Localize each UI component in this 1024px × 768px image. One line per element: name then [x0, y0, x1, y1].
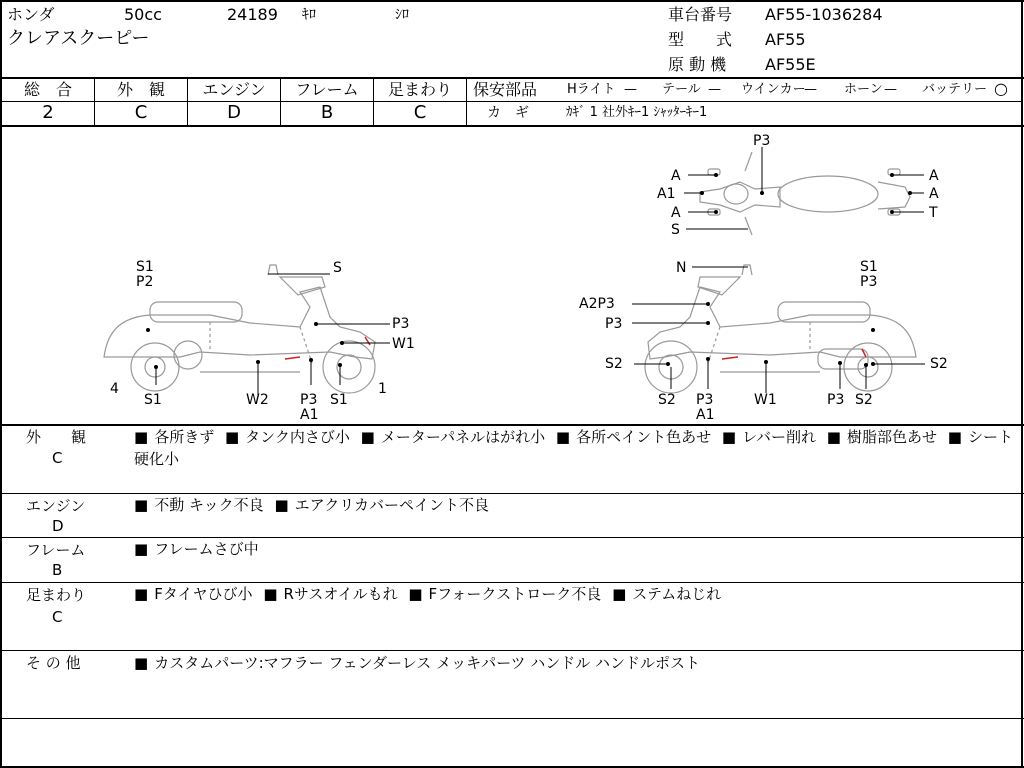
diag-top-3: A	[671, 205, 681, 221]
diag-left-6: S1	[144, 392, 162, 408]
note-item: ■ Fタイヤひび小	[134, 585, 253, 603]
safety-item-horn: ホーン	[844, 82, 883, 97]
section-suspension-label: 足まわり	[26, 586, 87, 604]
border-top	[0, 0, 1024, 2]
diag-left-10: S1	[330, 392, 348, 408]
note-item: ■ レバー削れ	[722, 428, 816, 446]
safety-item-winker: ウインカー	[741, 82, 806, 97]
grade-overall-label: 総 合	[23, 80, 72, 99]
section-engine-notes	[134, 494, 1014, 516]
rule-safety-mid	[467, 101, 1023, 102]
diag-right-5: S2	[605, 356, 623, 372]
diag-left-11: 1	[378, 381, 387, 397]
mileage: 24189	[227, 5, 278, 24]
diag-left-1: P2	[136, 274, 154, 290]
diag-right-7: P3	[696, 392, 714, 408]
mileage-unit: ｷﾛ	[302, 7, 316, 23]
diag-left-8: P3	[300, 392, 318, 408]
damage-mark-right	[722, 357, 738, 359]
grade-suspension-label: 足まわり	[387, 80, 452, 99]
diag-right-11: S2	[855, 392, 873, 408]
diag-right-6: S2	[930, 356, 948, 372]
diag-left-9: A1	[300, 407, 319, 423]
diag-right-3: A2P3	[579, 296, 615, 312]
grade-exterior-value: C	[134, 102, 148, 123]
diag-right-8: A1	[696, 407, 715, 423]
section-other-label: そ の 他	[26, 654, 81, 672]
model-code: AF55	[765, 30, 806, 49]
safety-item-battery-status: ○	[994, 79, 1008, 98]
note-item: ■ Rサスオイルもれ	[263, 585, 397, 603]
safety-item-tail-status: —	[708, 82, 721, 97]
note-item: ■ ステムねじれ	[612, 585, 721, 603]
section-suspension-notes	[134, 583, 1014, 605]
leader-lines	[147, 147, 926, 395]
keys-label: カ ギ	[487, 105, 529, 121]
maker: ホンダ	[7, 5, 55, 24]
diag-right-2: P3	[860, 274, 878, 290]
note-item: ■ フレームさび中	[134, 540, 259, 558]
note-item: ■ タンク内さび小	[225, 428, 350, 446]
diag-top-6: A	[929, 186, 939, 202]
diag-top-1: A	[671, 168, 681, 184]
section-frame-label: フレーム	[26, 541, 86, 559]
diag-top-2: A1	[657, 186, 676, 202]
engine-code: AF55E	[765, 55, 816, 74]
grade-frame-label: フレーム	[295, 80, 359, 99]
diag-top-7: T	[929, 205, 938, 221]
note-item: ■ メーターパネルはがれ小	[361, 428, 545, 446]
diag-top-0: P3	[753, 133, 771, 149]
rule-section-4	[0, 650, 1024, 651]
safety-item-winker-status: —	[804, 82, 817, 97]
note-item: ■ Fフォークストローク不良	[408, 585, 601, 603]
diag-left-0: S1	[136, 259, 154, 275]
diag-right-10: P3	[827, 392, 845, 408]
section-other-notes	[134, 652, 1014, 674]
note-item: ■ 不動 キック不良	[134, 496, 264, 514]
grade-suspension-value: C	[413, 102, 427, 123]
safety-item-headlight-status: —	[624, 82, 637, 97]
note-item: ■ 各所きず	[134, 428, 214, 446]
diag-left-3: P3	[392, 316, 410, 332]
grade-engine-label: エンジン	[202, 80, 266, 99]
section-exterior-grade: C	[52, 449, 63, 467]
model-label: 型 式	[668, 30, 733, 49]
note-item: ■ シート硬化小	[134, 428, 1013, 468]
diag-left-7: W2	[246, 392, 269, 408]
safety-item-horn-status: —	[884, 82, 897, 97]
note-item: ■ 各所ペイント色あせ	[556, 428, 711, 446]
diag-right-4: P3	[605, 316, 623, 332]
damage-diagram	[0, 127, 1024, 425]
safety-item-headlight: Hライト	[567, 82, 616, 97]
frame-no: AF55-1036284	[765, 5, 883, 24]
note-item: ■ 樹脂部色あせ	[827, 428, 937, 446]
section-suspension-grade: C	[52, 608, 63, 626]
grade-exterior-label: 外 観	[116, 80, 165, 99]
frame-no-label: 車台番号	[668, 5, 733, 24]
rule-header	[0, 77, 1024, 79]
diag-right-1: S1	[860, 259, 878, 275]
color: ｼﾛ	[395, 7, 409, 23]
safety-parts-label: 保安部品	[473, 80, 538, 99]
rule-section-5	[0, 718, 1024, 719]
safety-item-tail: テール	[662, 82, 701, 97]
section-exterior-label: 外 観	[26, 428, 87, 446]
col-grade-5	[466, 78, 467, 126]
safety-item-battery: バッテリー	[922, 82, 988, 97]
displacement: 50cc	[124, 5, 162, 24]
section-frame-notes	[134, 538, 1014, 560]
section-frame-grade: B	[52, 561, 63, 579]
diag-top-5: A	[929, 168, 939, 184]
diag-left-5: 4	[110, 381, 119, 397]
damage-mark-left	[285, 357, 300, 359]
grade-frame-value: B	[320, 102, 334, 123]
diag-top-4: S	[671, 222, 680, 238]
diag-right-0: N	[676, 260, 687, 276]
diag-right-12: S2	[658, 392, 676, 408]
diag-left-2: S	[333, 260, 342, 276]
note-item: ■ エアクリカバーペイント不良	[274, 496, 489, 514]
grade-engine-value: D	[227, 102, 241, 123]
grade-overall-value: 2	[42, 102, 54, 123]
scooter-top-view	[700, 152, 910, 235]
keys-value: ｶｷﾞ 1 社外ｷｰ1 ｼｬｯﾀｰｷｰ1	[566, 105, 708, 120]
model-name: クレアスクーピー	[7, 28, 150, 49]
diag-left-4: W1	[392, 336, 415, 352]
section-engine-label: エンジン	[26, 497, 86, 515]
section-engine-grade: D	[52, 517, 64, 535]
note-item: ■ カスタムパーツ:マフラー フェンダーレス メッキパーツ ハンドル ハンドルポスト	[134, 654, 700, 672]
section-exterior-notes	[134, 426, 1014, 470]
diag-right-9: W1	[754, 392, 777, 408]
engine-label: 原 動 機	[668, 55, 727, 74]
